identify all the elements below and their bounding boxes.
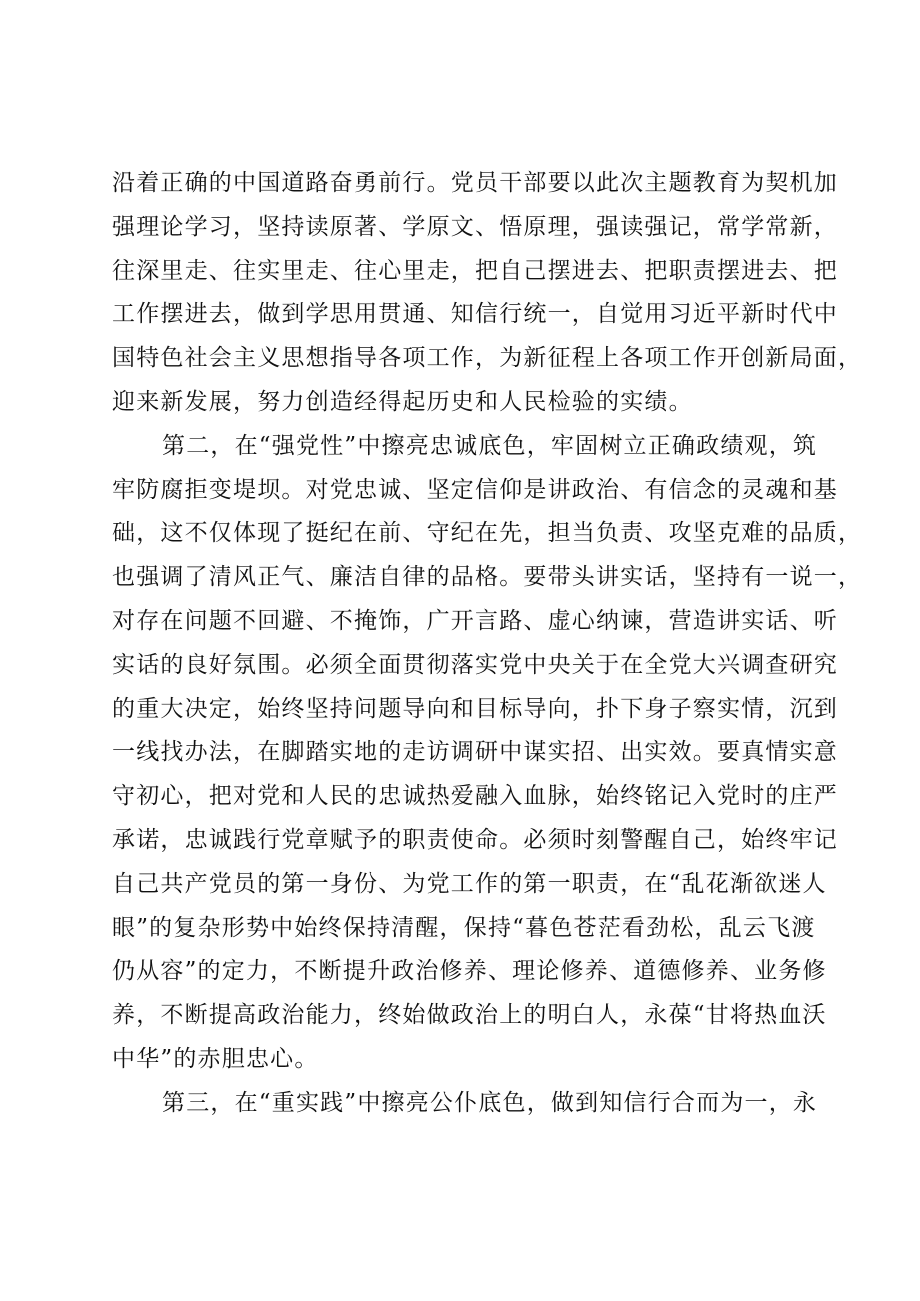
text-line: 一线找办法，在脚踏实地的走访调研中谋实招、出实效。要真情实意 bbox=[112, 739, 838, 766]
text-line: 养，不断提高政治能力，终始做政治上的明白人，永葆“甘将热血沃 bbox=[112, 1002, 827, 1029]
body-text bbox=[112, 162, 863, 1126]
text-line: 础，这不仅体现了挺纪在前、守纪在先，担当负责、攻坚克难的品质， bbox=[112, 520, 863, 547]
text-line: 实话的良好氛围。必须全面贯彻落实党中央关于在全党大兴调查研究 bbox=[112, 651, 838, 678]
text-line: 沿着正确的中国道路奋勇前行。党员干部要以此次主题教育为契机加 bbox=[112, 170, 838, 196]
text-line: 守初心，把对党和人民的忠诚热爱融入血脉，始终铭记入党时的庄严 bbox=[112, 783, 838, 810]
text-line: 强理论学习，坚持读原著、学原文、悟原理，强读强记，常学常新， bbox=[112, 213, 838, 240]
text-line: 自己共产党员的第一身份、为党工作的第一职责，在“乱花渐欲迷人 bbox=[112, 870, 827, 897]
text-line: 工作摆进去，做到学思用贯通、知信行统一，自觉用习近平新时代中 bbox=[112, 301, 838, 328]
text-line: 仍从容”的定力，不断提升政治修养、理论修养、道德修养、业务修 bbox=[112, 958, 827, 985]
text-line: 迎来新发展，努力创造经得起历史和人民检验的实绩。 bbox=[112, 388, 693, 415]
text-line: 中华”的赤胆忠心。 bbox=[112, 1045, 319, 1072]
text-line: 对存在问题不回避、不掩饰，广开言路、虚心纳谏，营造讲实话、听 bbox=[112, 607, 838, 634]
text-line: 承诺，忠诚践行党章赋予的职责使命。必须时刻警醒自己，始终牢记 bbox=[112, 826, 838, 853]
text-line: 牢防腐拒变堤坝。对党忠诚、坚定信仰是讲政治、有信念的灵魂和基 bbox=[112, 476, 838, 503]
paragraph-2 bbox=[112, 425, 863, 1082]
paragraph-3 bbox=[112, 1082, 822, 1126]
text-line: 的重大决定，始终坚持问题导向和目标导向，扑下身子察实情，沉到 bbox=[112, 695, 838, 722]
text-line: 第二，在“强党性”中擦亮忠诚底色，牢固树立正确政绩观，筑 bbox=[162, 432, 818, 459]
text-line: 国特色社会主义思想指导各项工作，为新征程上各项工作开创新局面， bbox=[112, 345, 863, 372]
text-line: 也强调了清风正气、廉洁自律的品格。要带头讲实话，坚持有一说一， bbox=[112, 564, 863, 591]
text-line: 往深里走、往实里走、往心里走，把自己摆进去、把职责摆进去、把 bbox=[112, 257, 838, 284]
text-line: 眼”的复杂形势中始终保持清醒，保持“暮色苍茫看劲松，乱云飞渡 bbox=[112, 914, 816, 941]
text-line: 第三，在“重实践”中擦亮公仆底色，做到知信行合而为一，永 bbox=[162, 1089, 818, 1116]
paragraph-1 bbox=[112, 162, 863, 425]
